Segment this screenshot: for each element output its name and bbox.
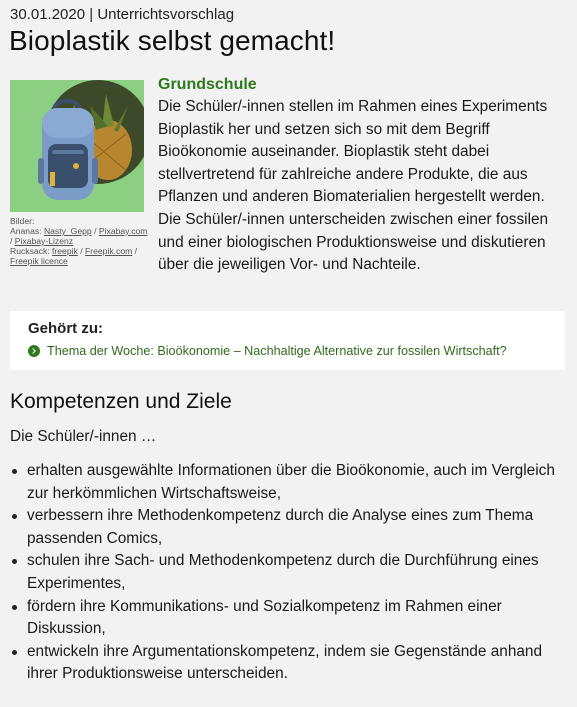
credit-link-pixabay[interactable]: Pixabay.com: [98, 226, 148, 236]
credits-ananas: [10, 226, 148, 246]
image-credits: [10, 216, 148, 266]
backpack-icon: [38, 101, 98, 200]
topic-of-week-link[interactable]: [28, 344, 507, 358]
arrow-right-icon: [28, 345, 40, 357]
list-item: entwickeln ihre Argumentationskompetenz, indem sie Gegenstände anhand ihrer Produktionsweise unterscheiden.: [10, 641, 570, 686]
article-date: 30.01.2020: [10, 6, 86, 23]
credit-link-pixabay-license[interactable]: Pixabay-Lizenz: [14, 236, 74, 246]
credit-link-freepik[interactable]: freepik: [52, 246, 78, 256]
credits-separator: /: [134, 246, 138, 256]
competences-list: [10, 460, 570, 686]
list-item: verbessern ihre Methodenkompetenz durch die Analyse eines zum Thema passenden Comics,: [10, 505, 570, 550]
credit-link-freepik-licence[interactable]: Freepik licence: [10, 256, 68, 266]
credit-link-freepik-com[interactable]: Freepik.com: [85, 246, 133, 256]
teaser-description: Die Schüler/-innen stellen im Rahmen eines Experiments Bioplastik her und setzen sich so mit dem Begriff Bioökonomie auseinander. Bioplastik steht dabei stellvertretend für zahlreiche andere Produkte, die aus Pflanzen und anderen Biomaterialien hergestellt werden. Die Schüler/-innen unterscheiden zwischen einer fossilen und einer biologischen Produktionsweise und diskutieren über die jeweiligen Vor- und Nachteile.: [158, 98, 549, 274]
teaser-illustration: [10, 80, 144, 212]
credits-label: Bilder:: [10, 216, 35, 226]
belongs-to-box: [10, 311, 565, 370]
belongs-to-title: Gehört zu:: [28, 320, 103, 337]
article-meta: [10, 6, 234, 23]
teaser-image: [10, 80, 144, 212]
page-title: Bioplastik selbst gemacht!: [9, 25, 336, 56]
list-item: fördern ihre Kommunikations- und Sozialkompetenz im Rahmen einer Diskussion,: [10, 596, 570, 641]
list-item: erhalten ausgewählte Informationen über die Bioökonomie, auch im Vergleich zur herkömmlichen Wirtschaftsweise,: [10, 460, 570, 505]
competences-intro: Die Schüler/-innen …: [10, 428, 157, 445]
article-category: Unterrichtsvorschlag: [97, 6, 235, 23]
credits-ananas-prefix: Ananas:: [10, 226, 42, 236]
credits-separator: /: [10, 236, 13, 246]
credit-link-nasty-gepp[interactable]: Nasty_Gepp: [43, 226, 92, 236]
credits-rucksack: [10, 246, 148, 266]
credits-separator: /: [80, 246, 83, 256]
meta-separator: |: [89, 6, 94, 23]
topic-of-week-link-text: Thema der Woche: Bioökonomie – Nachhaltige Alternative zur fossilen Wirtschaft?: [47, 344, 507, 358]
credits-separator: /: [94, 226, 97, 236]
credits-rucksack-prefix: Rucksack:: [10, 246, 50, 256]
school-level: Grundschule: [158, 76, 257, 93]
list-item: schulen ihre Sach- und Methodenkompetenz durch die Durchführung eines Experimentes,: [10, 550, 570, 595]
competences-heading: Kompetenzen und Ziele: [10, 390, 232, 413]
